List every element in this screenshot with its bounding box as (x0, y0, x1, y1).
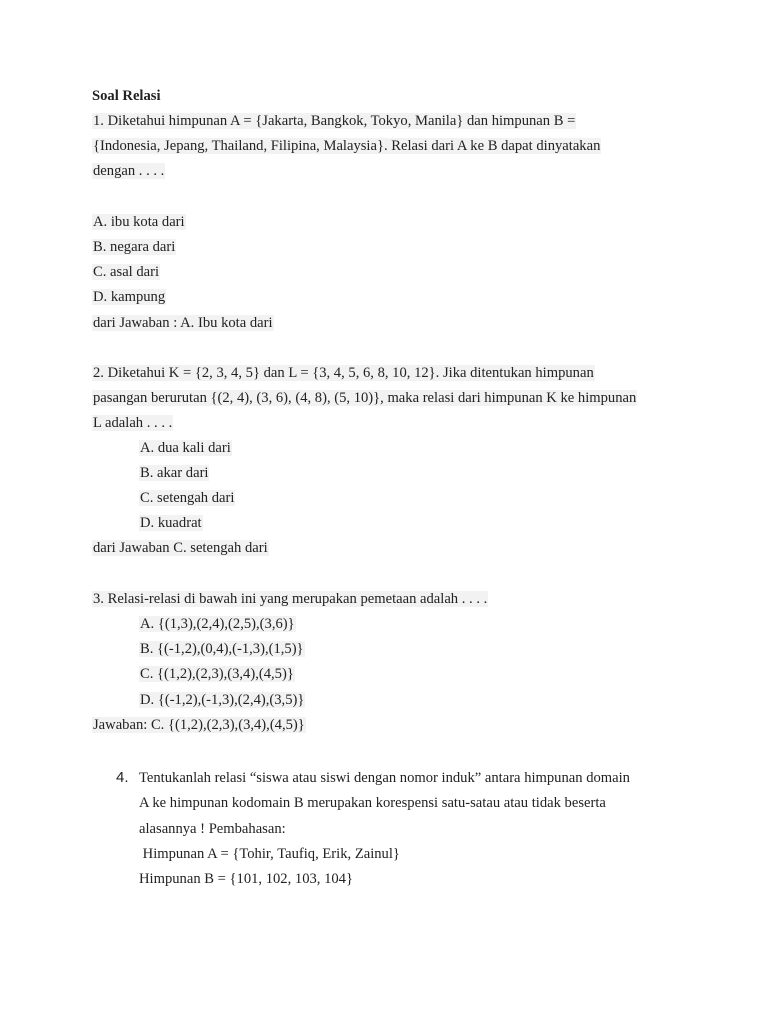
page-title (92, 85, 161, 107)
q3-question (92, 588, 488, 610)
q1-option-c (92, 261, 160, 283)
option-text: D. kuadrat (140, 515, 202, 531)
q3-text: 3. Relasi-relasi di bawah ini yang merupakan pemetaan adalah . . . . (93, 591, 488, 607)
q2-text: 2. Diketahui K = {2, 3, 4, 5} dan L = {3, 4, 5, 6, 8, 10, 12}. Jika ditentukan himpunan (93, 365, 594, 381)
q4-text: Himpunan B = {101, 102, 103, 104} (139, 871, 353, 887)
q2-option-a (139, 437, 232, 459)
q3-answer (92, 714, 306, 736)
title-text: Soal Relasi (92, 88, 161, 104)
option-text: B. {(-1,2),(0,4),(-1,3),(1,5)} (140, 641, 304, 657)
option-text: A. {(1,3),(2,4),(2,5),(3,6)} (140, 616, 295, 632)
q4-line-1 (139, 767, 630, 789)
q2-line-2 (92, 387, 637, 409)
q1-answer (92, 312, 274, 334)
answer-text: Jawaban: C. {(1,2),(2,3),(3,4),(4,5)} (93, 717, 305, 733)
q2-line-3 (92, 412, 173, 434)
q3-option-c (139, 663, 295, 685)
q1-line-2 (92, 135, 601, 157)
q1-option-d (92, 286, 166, 308)
q4-text: Himpunan A = {Tohir, Taufiq, Erik, Zainul} (139, 846, 400, 862)
q1-option-b (92, 236, 176, 258)
q4-line-2 (139, 792, 606, 814)
q4-text: A ke himpunan kodomain B merupakan korespensi satu-satau atau tidak beserta (139, 795, 606, 811)
q4-number: 4. (116, 769, 129, 786)
option-text: D. {(-1,2),(-1,3),(2,4),(3,5)} (140, 692, 305, 708)
q2-option-c (139, 487, 235, 509)
q2-option-d (139, 512, 203, 534)
option-text: D. kampung (93, 289, 166, 305)
q1-text: {Indonesia, Jepang, Thailand, Filipina, Malaysia}. Relasi dari A ke B dapat dinyatakan (93, 138, 601, 154)
q4-set-a (139, 843, 400, 865)
q4-text: Tentukanlah relasi “siswa atau siswi dengan nomor induk” antara himpunan domain (139, 770, 630, 786)
option-text: B. akar dari (140, 465, 209, 481)
q2-answer (92, 537, 269, 559)
q1-text: 1. Diketahui himpunan A = {Jakarta, Bangkok, Tokyo, Manila} dan himpunan B = (93, 113, 576, 129)
q2-line-1 (92, 362, 595, 384)
q4-text: alasannya ! Pembahasan: (139, 821, 286, 837)
q4-set-b (139, 868, 353, 890)
option-text: C. asal dari (93, 264, 160, 280)
q1-line-1 (92, 110, 576, 132)
option-text: A. ibu kota dari (93, 214, 185, 230)
q2-text: pasangan berurutan {(2, 4), (3, 6), (4, 8), (5, 10)}, maka relasi dari himpunan K ke himpunan (93, 390, 637, 406)
q2-option-b (139, 462, 209, 484)
q2-text: L adalah . . . . (93, 415, 173, 431)
q1-option-a (92, 211, 186, 233)
answer-text: dari Jawaban C. setengah dari (93, 540, 268, 556)
q3-option-d (139, 689, 305, 711)
option-text: C. setengah dari (140, 490, 235, 506)
q1-text: dengan . . . . (93, 163, 165, 179)
option-text: C. {(1,2),(2,3),(3,4),(4,5)} (140, 666, 294, 682)
q1-line-3 (92, 160, 165, 182)
q3-option-b (139, 638, 305, 660)
q4-line-3 (139, 818, 286, 840)
option-text: B. negara dari (93, 239, 176, 255)
option-text: A. dua kali dari (140, 440, 231, 456)
q3-option-a (139, 613, 296, 635)
answer-text: dari Jawaban : A. Ibu kota dari (93, 315, 273, 331)
